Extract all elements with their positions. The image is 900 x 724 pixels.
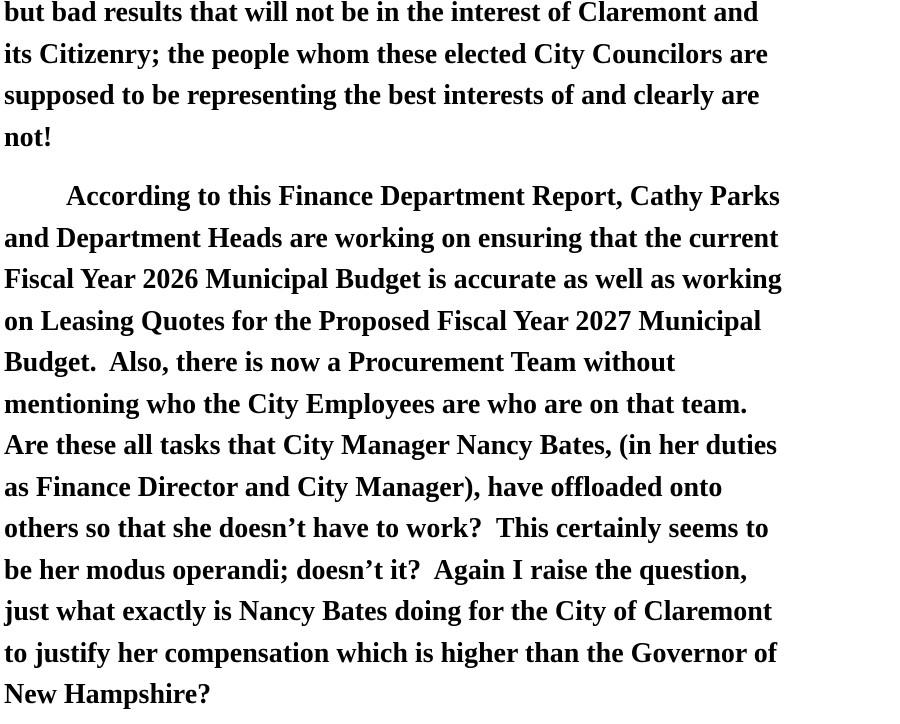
- text-line: mentioning who the City Employees are who are on that team.: [4, 388, 748, 420]
- text-line: others so that she doesn’t have to work? This certainly seems to: [4, 513, 769, 544]
- text-line: as Finance Director and City Manager), have offloaded onto: [4, 471, 723, 503]
- text-line: and Department Heads are working on ensuring that the current: [4, 222, 779, 254]
- text-line: to justify her compensation which is higher than the Governor of: [4, 637, 778, 669]
- text-line: Fiscal Year 2026 Municipal Budget is accurate as well as working: [4, 264, 782, 295]
- text-line: be her modus operandi; doesn’t it? Again I raise the question,: [4, 554, 748, 586]
- text-line: its Citizenry; the people whom these elected City Councilors are: [4, 38, 768, 70]
- text-line: Are these all tasks that City Manager Nancy Bates, (in her duties: [4, 430, 778, 461]
- text-line: on Leasing Quotes for the Proposed Fiscal Year 2027 Municipal: [4, 305, 762, 337]
- text-line: supposed to be representing the best interests of and clearly are: [4, 80, 760, 111]
- paragraph-2: [4, 176, 782, 716]
- text-line: New Hampshire?: [4, 679, 212, 710]
- paragraph-1: [4, 0, 768, 158]
- text-line: not!: [4, 121, 53, 153]
- text-line: but bad results that will not be in the interest of Claremont and: [4, 0, 759, 28]
- text-line: According to this Finance Department Report, Cathy Parks: [66, 181, 780, 212]
- text-line: just what exactly is Nancy Bates doing for the City of Claremont: [4, 596, 773, 627]
- text-line: Budget. Also, there is now a Procurement Team without: [4, 347, 676, 378]
